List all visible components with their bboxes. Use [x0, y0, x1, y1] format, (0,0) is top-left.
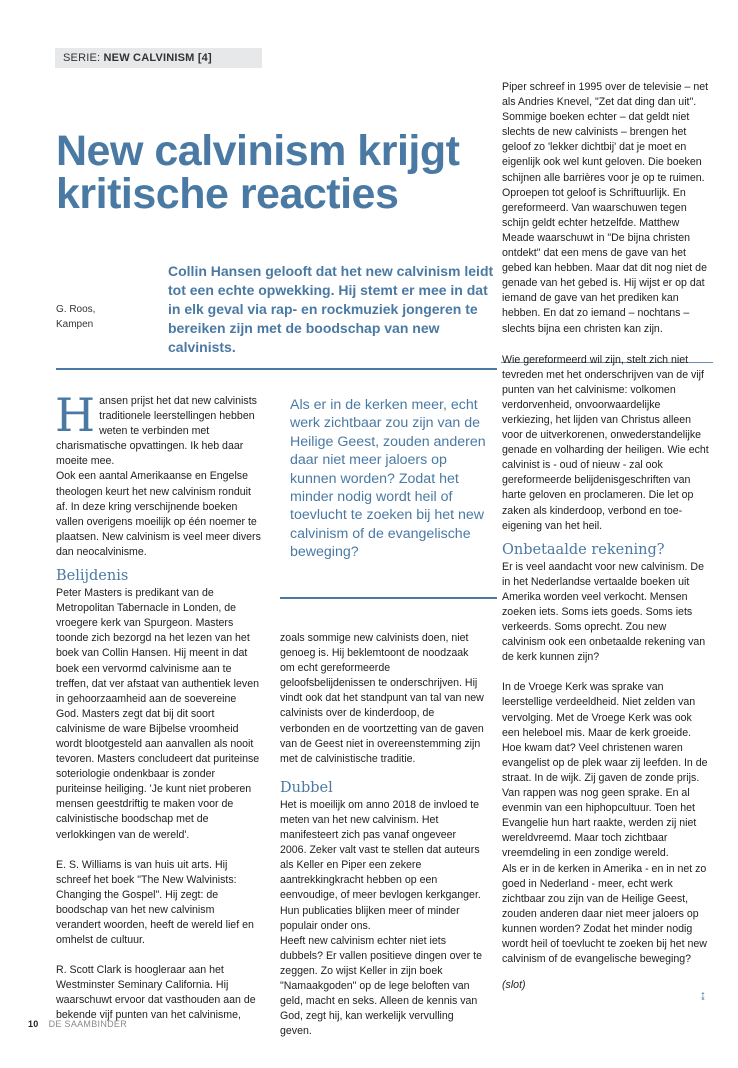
magazine-name: DE SAAMBINDER: [48, 1019, 128, 1029]
column-1: [55, 388, 261, 1024]
column-2: [280, 631, 485, 1039]
end-note: (slot): [502, 979, 526, 992]
divider-top: [56, 368, 497, 370]
paragraph: Peter Masters is predikant van de Metropolitan Tabernacle in Londen, de vroegere kerk van Spurgeon. Masters toonde zich bezorgd na het lezen van het boek van Collin Hansen. Hij meent in dat boek een vervormd calvinisme aan te treffen, dat ver afstaat van authentiek leven in gehoorzaamheid aan de soevereine God. Masters zegt dat bij dit soort calvinisme de ware Bijbelse vroomheid wordt blootgesteld aan aanvallen als nooit tevoren. Masters concludeert dat puriteinse soteriologie ondenkbaar is zonder puriteinse heiliging. 'Je kunt niet proberen mensen geestdriftig te maken voor de calvinistische boodschap met de verlokkingen van de wereld'.: [56, 587, 260, 841]
subheading-belijdenis: Belijdenis: [56, 568, 129, 585]
drop-cap: H: [55, 388, 96, 442]
paragraph: Heeft new calvinism echter niet iets dubbels? Er vallen positieve dingen over te zeggen. Zo wijst Keller in zijn boek "Namaakgoden" op de lege beloften van geld, macht en seks. Alleen de kennis van God, zegt hij, kan werkelijk vervulling geven.: [280, 934, 483, 1038]
author-name: G. Roos,: [56, 304, 96, 315]
byline: [56, 302, 156, 332]
subheading-onbetaalde-rekening: Onbetaalde rekening?: [502, 541, 665, 558]
series-prefix: SERIE:: [63, 52, 104, 64]
series-number: [4]: [197, 52, 212, 64]
paragraph: Als er in de kerken in Amerika - en in net zo goed in Nederland - meer, echt werk zichtbaar zou zijn van de Heilige Geest, zouden anderen daar niet meer jaloers op kunnen worden? Zodat het minder nodig wordt heil of toevlucht te zoeken bij het new calvinism of de evangelische beweging?: [502, 862, 707, 966]
paragraph: Wie gereformeerd wil zijn, stelt zich niet tevreden met het onderschrijven van de vijf punten van het calvinisme: volkomen verdorvenheid, onvoorwaardelijke verkiezing, het lijden van Christus alleen voor de uitverkorenen, onwederstandelijke genade en volharding der heiligen. Wie echt calvinist is - oud of nieuw - zal ook gereformeerde belijdenisgeschriften van harte geloven en proclameren. Die let op zaken als kinderdoop, verbond en toe-eigening van het heil.: [502, 353, 709, 532]
subheading-dubbel: Dubbel: [280, 779, 333, 796]
end-mark-icon: ↨: [700, 988, 706, 1002]
page-footer: [28, 1019, 127, 1029]
paragraph: Ook een aantal Amerikaanse en Engelse theologen keurt het new calvinism ronduit af. In deze kring verschijnende boeken vallen overigens moeilijk op één noemer te plaatsen. New calvinism is veel meer divers dan neocalvinisme.: [56, 470, 261, 558]
column-3: [502, 80, 712, 993]
paragraph: R. Scott Clark is hoogleraar aan het Westminster Seminary California. Hij waarschuwt ervoor dat vasthouden aan de bekende vijf punten van het calvinisme,: [56, 964, 256, 1022]
paragraph: In de Vroege Kerk was sprake van leerstellige verdeeldheid. Niet zelden van vervolging. Met de Vroege Kerk was ook een heleboel mis. Maar de kerk groeide. Hoe kwam dat? Veel christenen waren evangelist op de plek waar zij leefden. In de straat. In de wijk. Zij gaven de zonde prijs. Van rappen was nog geen sprake. En al evenmin van een hiphopcultuur. Toen het Evangelie hun hart raakte, werden zij niet wereldvreemd. Maar toch zichtbaar vreemdeling in een zondige wereld.: [502, 681, 708, 860]
author-place: Kampen: [56, 319, 94, 330]
paragraph: Oproepen tot geloof is Schriftuurlijk. En gereformeerd. Van waarschuwen tegen schijn geldt echter hetzelfde. Matthew Meade waarschuwt in "De bijna christen ontdekt" dat een mens de gave van het gebed kan hebben. Maar dat dit nog niet de genade van het gebed is. Hij wijst er op dat iemand de gave van het prediken kan hebben. En dat zo iemand – nochtans – slechts bijna een christen kan zijn.: [502, 186, 707, 335]
paragraph: Het is moeilijk om anno 2018 de invloed te meten van het new calvinism. Het manifesteert zich pas vanaf ongeveer 2006. Zeker valt vast te stellen dat auteurs als Keller en Piper een zekere aantrekkingkracht hebben op een eenvoudige, of meer bevlogen kerkganger. Hun publicaties blijken meer of minder populair onder ons.: [280, 798, 481, 932]
paragraph: Er is veel aandacht voor new calvinism. De in het Nederlandse vertaalde boeken uit Amerika worden veel verkocht. Mensen zoeken iets. Soms iets goeds. Soms iets verkeerds. Soms oprecht. Zou new calvinism ook een onbetaalde rekening van de kerk kunnen zijn?: [502, 560, 706, 664]
paragraph: E. S. Williams is van huis uit arts. Hij schreef het boek "The New Walvinists: Changing the Gospel". Hij zegt: de boodschap van het new calvinism verandert woorden, heeft de wereld lief en omhelst de cultuur.: [56, 858, 254, 947]
pull-quote: Als er in de kerken meer, echt werk zichtbaar zou zijn van de Heilige Geest, zouden anderen daar niet meer jaloers op kunnen worden? Zodat het minder nodig wordt heil of toevlucht te zoeken bij het new calvinism of de evangelische beweging?: [290, 397, 486, 561]
paragraph: Piper schreef in 1995 over de televisie – net als Andries Knevel, "Zet dat ding dan uit". Sommige boeken echter – dat geldt niet slechts de new calvinists – brengen het geloof zo 'lekker dichtbij' dat je moet en eigenlijk ook wel kunt geloven. Die boeken schijnen alle barrières voor je op te ruimen.: [502, 81, 709, 184]
paragraph: zoals sommige new calvinists doen, niet genoeg is. Hij beklemtoont de noodzaak om echt gereformeerde geloofsbelijdenissen te onderschrijven. Hij vindt ook dat het standpunt van tal van new calvinists over de kinderdoop, de verbonden en de voortzetting van de gaven van de Geest niet in overeenstemming zijn met de calvinistische traditie.: [280, 632, 484, 765]
paragraph: Hansen prijst het dat new calvinists traditionele leerstellingen hebben weten te verbinden met charismatische opvattingen. Ik heb daar moeite mee.: [55, 388, 257, 468]
article-title: New calvinism krijgt kritische reacties: [56, 127, 460, 218]
article-lead: Collin Hansen gelooft dat het new calvinism leidt tot een echte opwekking. Hij stemt er mee in dat in elk geval via rap- en rockmuziek jongeren te bereiken zijn met de boodschap van new calvinists.: [168, 263, 494, 355]
series-label: [55, 48, 262, 68]
divider-quote: [280, 597, 497, 599]
series-name: NEW CALVINISM: [103, 52, 195, 64]
page-number: 10: [28, 1019, 39, 1029]
